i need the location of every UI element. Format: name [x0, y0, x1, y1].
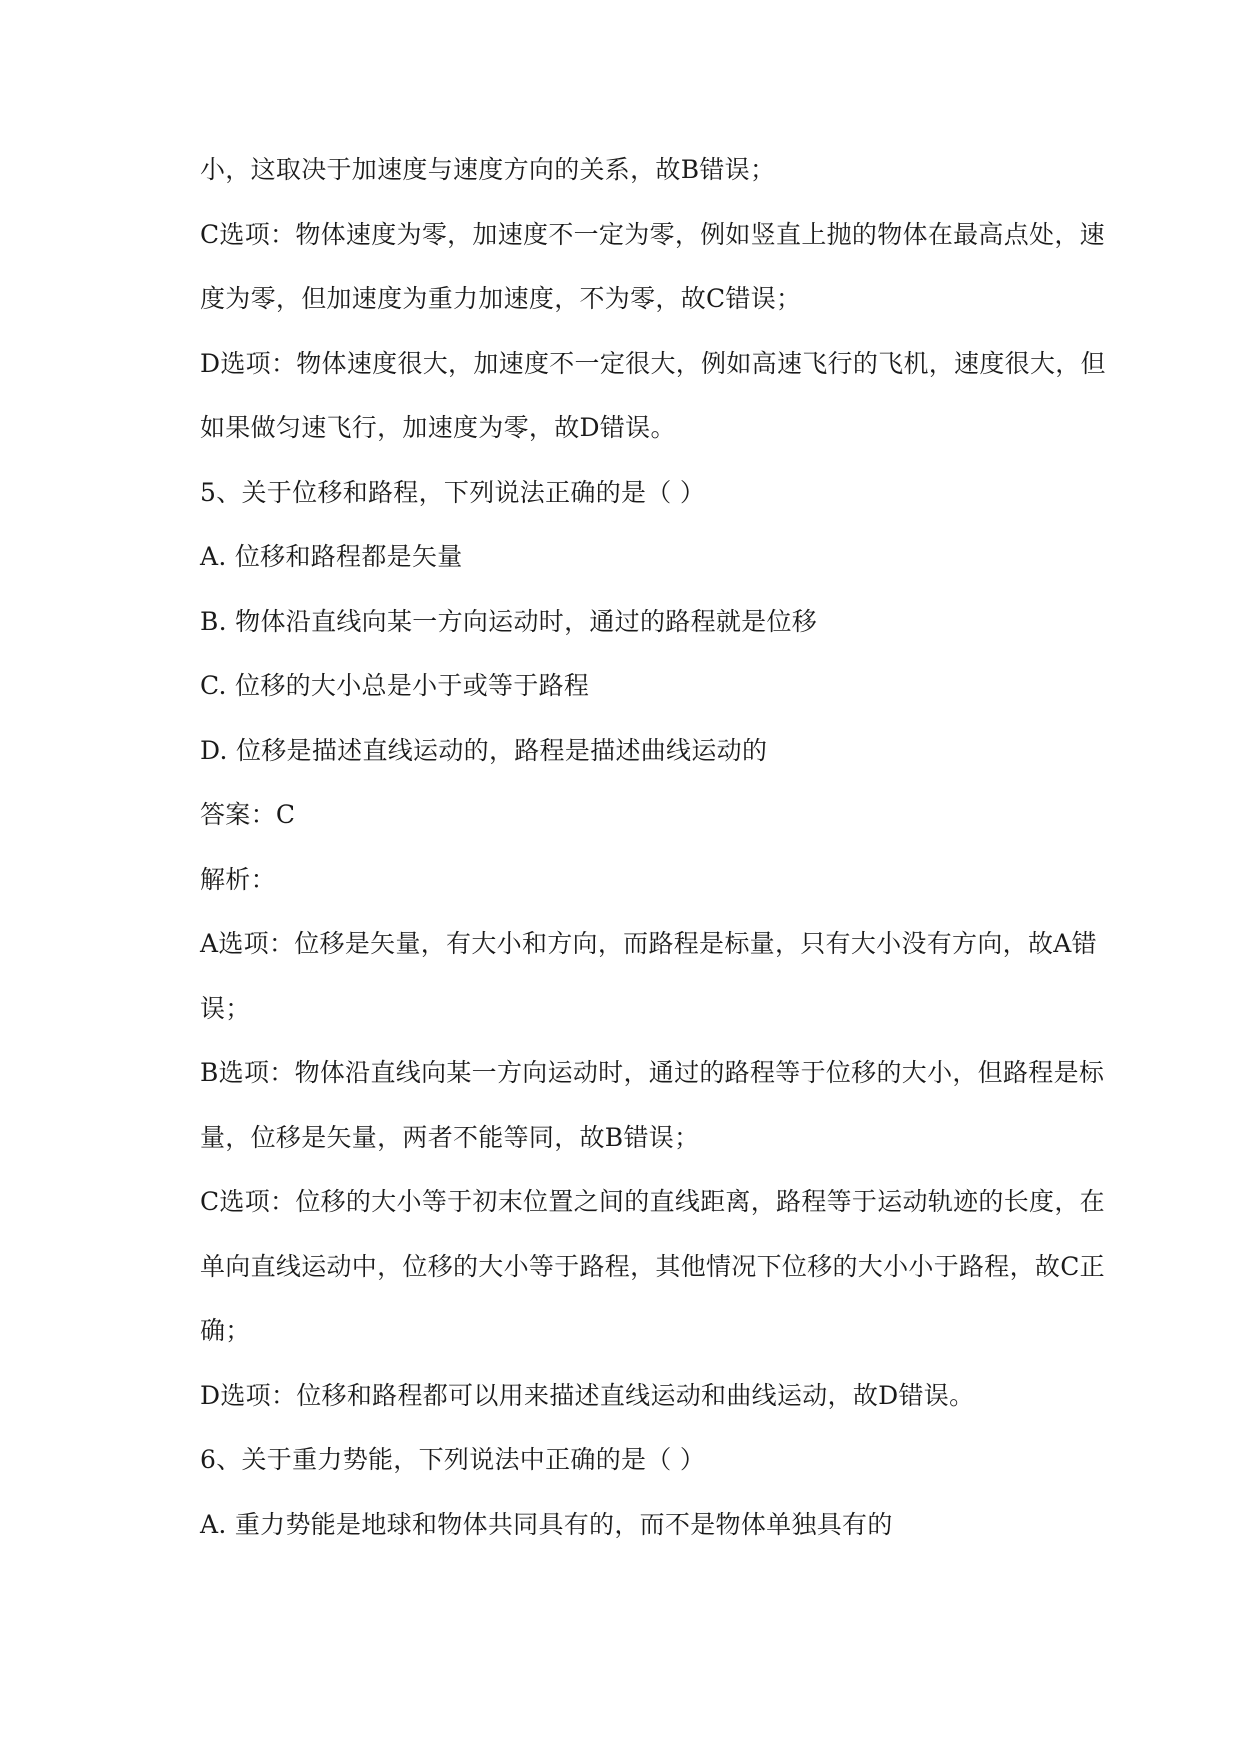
analysis-heading: 解析：	[200, 864, 276, 894]
answer-line: 答案：C	[200, 800, 296, 829]
text-line: 度为零，但加速度为重力加速度，不为零，故C错误；	[200, 284, 802, 313]
document-page	[200, 138, 1106, 1557]
text-line: 量，位移是矢量，两者不能等同，故B错误；	[200, 1122, 700, 1152]
text-line: A选项：位移是矢量，有大小和方向，而路程是标量，只有大小没有方向，故A错	[200, 929, 1097, 958]
option-a: A. 重力势能是地球和物体共同具有的，而不是物体单独具有的	[200, 1509, 893, 1539]
text-line: D选项：位移和路程都可以用来描述直线运动和曲线运动，故D错误。	[200, 1380, 975, 1410]
option-b: B. 物体沿直线向某一方向运动时，通过的路程就是位移	[200, 606, 818, 636]
text-line: C选项：位移的大小等于初末位置之间的直线距离，路程等于运动轨迹的长度，在	[200, 1187, 1105, 1216]
option-a: A. 位移和路程都是矢量	[200, 542, 463, 571]
text-line: 单向直线运动中，位移的大小等于路程，其他情况下位移的大小小于路程，故C正	[200, 1251, 1105, 1281]
text-line: 小，这取决于加速度与速度方向的关系，故B错误；	[200, 155, 776, 184]
question-title: 5、关于位移和路程，下列说法正确的是（ ）	[200, 477, 706, 507]
text-line: 确；	[200, 1316, 251, 1345]
text-line: D选项：物体速度很大，加速度不一定很大，例如高速飞行的飞机，速度很大，但	[200, 348, 1106, 378]
option-c: C. 位移的大小总是小于或等于路程	[200, 671, 590, 700]
text-line: 如果做匀速飞行，加速度为零，故D错误。	[200, 413, 676, 442]
text-line: 误；	[200, 993, 251, 1023]
text-line: B选项：物体沿直线向某一方向运动时，通过的路程等于位移的大小，但路程是标	[200, 1058, 1105, 1087]
question-title: 6、关于重力势能，下列说法中正确的是（ ）	[200, 1445, 706, 1474]
option-d: D. 位移是描述直线运动的，路程是描述曲线运动的	[200, 735, 768, 765]
text-line: C选项：物体速度为零，加速度不一定为零，例如竖直上抛的物体在最高点处，速	[200, 219, 1105, 249]
